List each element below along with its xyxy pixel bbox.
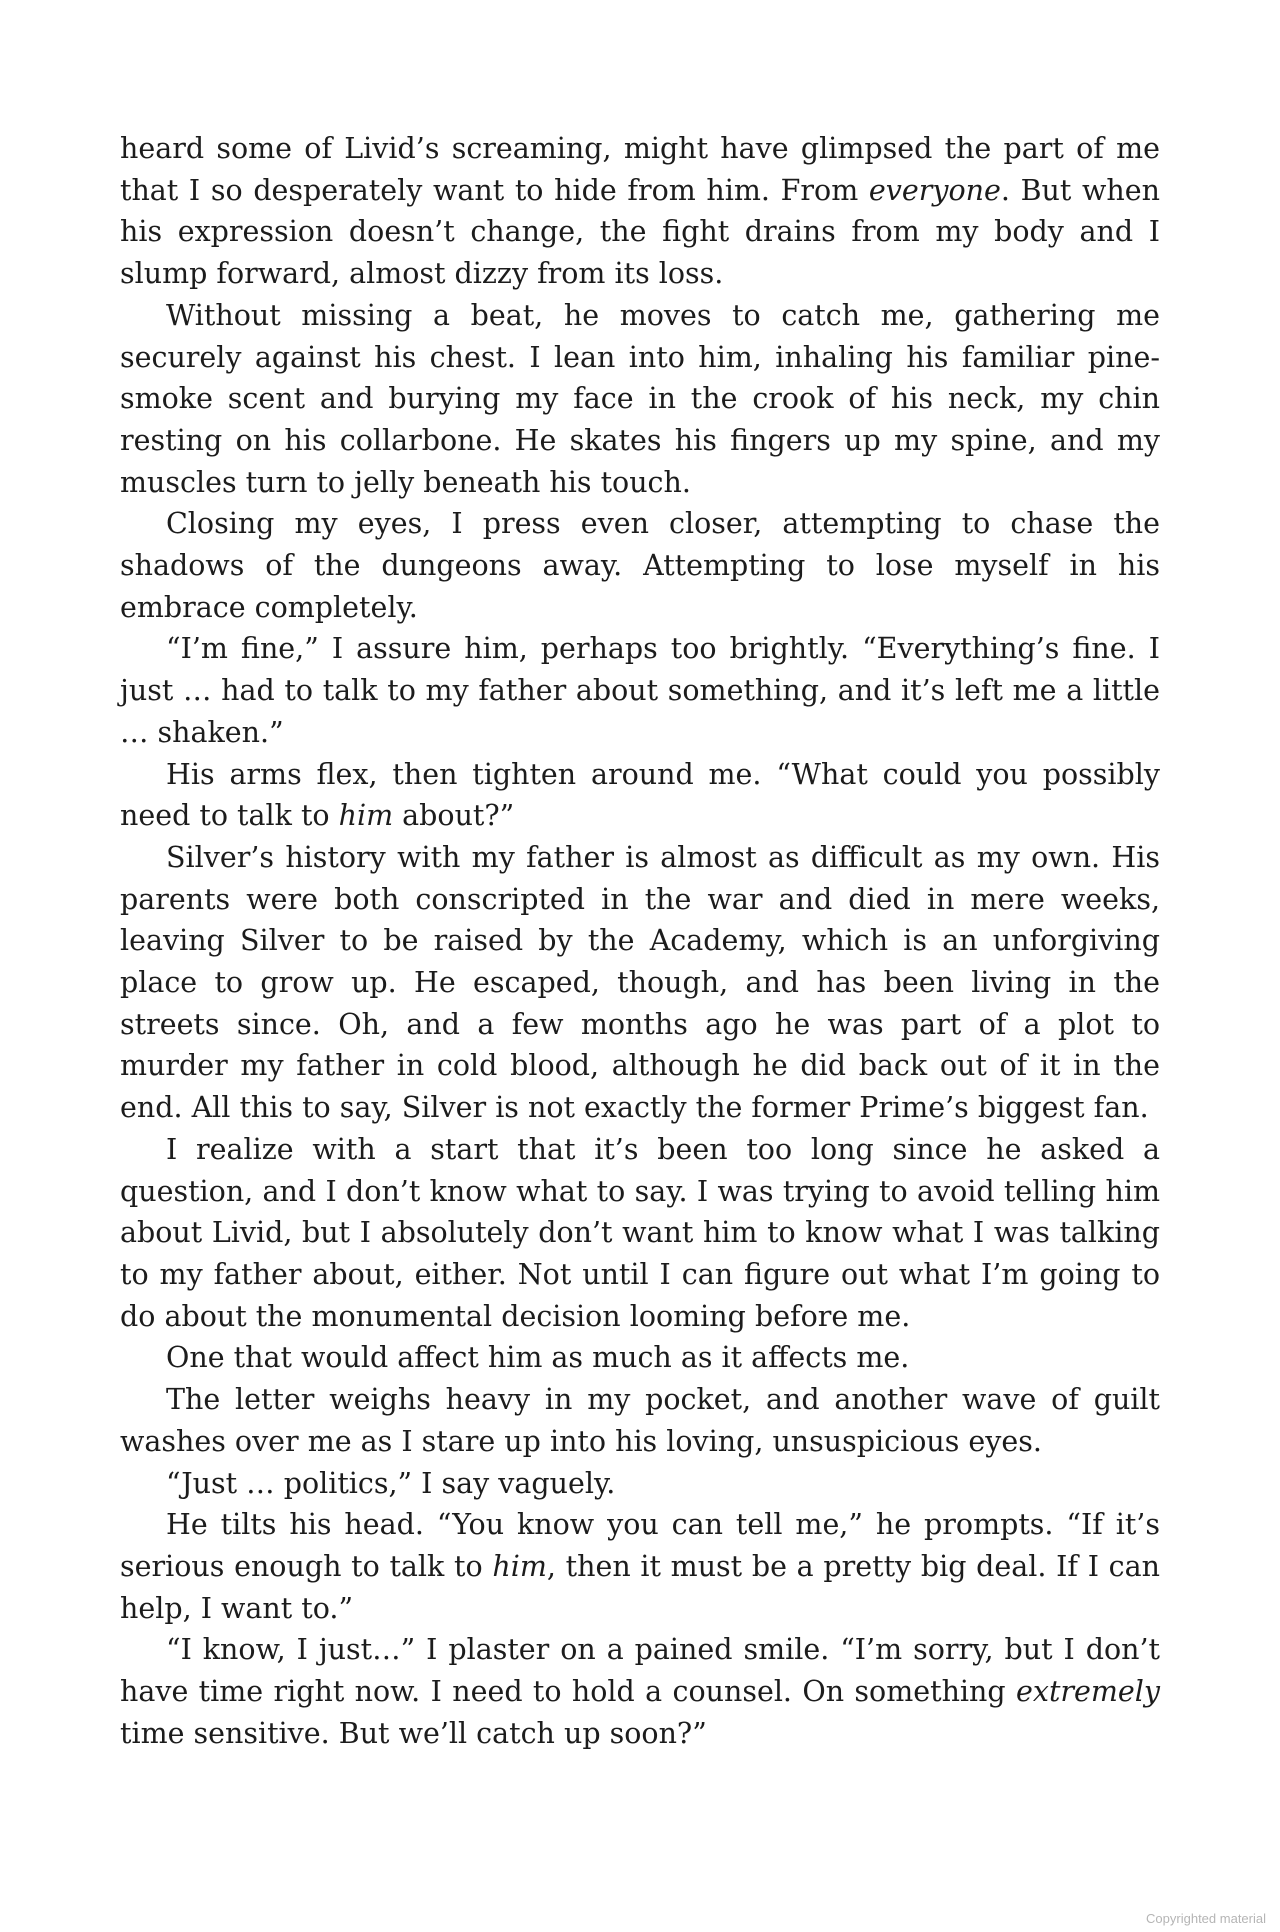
text-run: heard some of Livid’s screaming, might have glimpsed the part of me that I so desperately want to hide from him. From bbox=[120, 132, 1160, 207]
text-run: time sensitive. But we’ll catch up soon?” bbox=[120, 1716, 707, 1750]
text-run: He tilts his head. “You know you can tell me,” he prompts. “If it’s serious enough to talk to bbox=[120, 1508, 1160, 1583]
text-run: Silver’s history with my father is almost as difficult as my own. His parents were both conscripted in the war and died in mere weeks, leaving Silver to be raised by the Academy, which is an unforgiving place to grow up. He escaped, though, and has been living in the streets since. Oh, and a few months ago he was part of a plot to murder my father in cold blood, although he did back out of it in the end. All this to say, Silver is not exactly the former Prime’s biggest fan. bbox=[120, 840, 1160, 1125]
paragraph bbox=[120, 1504, 1160, 1629]
text-run: “I’m fine,” I assure him, perhaps too brightly. “Everything’s fine. I just … had to talk to my father about something, and it’s left me a little … shaken.” bbox=[120, 632, 1160, 749]
text-run: , then it must be a pretty big deal. If I can help, I want to.” bbox=[120, 1549, 1160, 1625]
text-run: Closing my eyes, I press even closer, attempting to chase the shadows of the dungeons away. Attempting to lose myself in his embrace completely. bbox=[120, 507, 1160, 624]
book-page-text bbox=[120, 128, 1160, 1754]
paragraph bbox=[120, 1629, 1160, 1754]
text-run: His arms flex, then tighten around me. “What could you possibly need to talk to bbox=[120, 757, 1160, 833]
paragraph bbox=[120, 128, 1160, 295]
paragraph bbox=[120, 837, 1160, 1129]
paragraph bbox=[120, 503, 1160, 628]
emphasized-text: extremely bbox=[1016, 1675, 1160, 1709]
emphasized-text: him bbox=[338, 799, 394, 833]
text-run: Without missing a beat, he moves to catch me, gathering me securely against his chest. I lean into him, inhaling his familiar pine-smoke scent and burying my face in the crook of his neck, my chin resting on his collarbone. He skates his fingers up my spine, and my muscles turn to jelly beneath his touch. bbox=[120, 298, 1160, 499]
text-run: The letter weighs heavy in my pocket, and another wave of guilt washes over me as I stare up into his loving, unsuspicious eyes. bbox=[120, 1383, 1160, 1458]
paragraph bbox=[120, 628, 1160, 753]
text-run: . But when his expression doesn’t change, the fight drains from my body and I slump forward, almost dizzy from its loss. bbox=[120, 173, 1161, 291]
emphasized-text: everyone bbox=[868, 173, 1001, 207]
paragraph bbox=[120, 1463, 1160, 1505]
text-run: I realize with a start that it’s been too long since he asked a question, and I don’t know what to say. I was trying to avoid telling him about Livid, but I absolutely don’t want him to know what I was talking to my father about, either. Not until I can figure out what I’m going to do about the monumental decision looming before me. bbox=[120, 1132, 1160, 1333]
paragraph bbox=[120, 1337, 1160, 1379]
emphasized-text: him bbox=[492, 1549, 547, 1583]
text-run: One that would affect him as much as it affects me. bbox=[166, 1341, 910, 1375]
text-run: “Just … politics,” I say vaguely. bbox=[166, 1466, 616, 1500]
text-run: about?” bbox=[393, 799, 515, 833]
paragraph bbox=[120, 1379, 1160, 1462]
text-run: “I know, I just…” I plaster on a pained smile. “I’m sorry, but I don’t have time right now. I need to hold a counsel. On something bbox=[120, 1633, 1160, 1709]
copyright-watermark: Copyrighted material bbox=[1146, 1911, 1266, 1926]
paragraph bbox=[120, 295, 1160, 504]
paragraph bbox=[120, 1129, 1160, 1338]
paragraph bbox=[120, 754, 1160, 837]
